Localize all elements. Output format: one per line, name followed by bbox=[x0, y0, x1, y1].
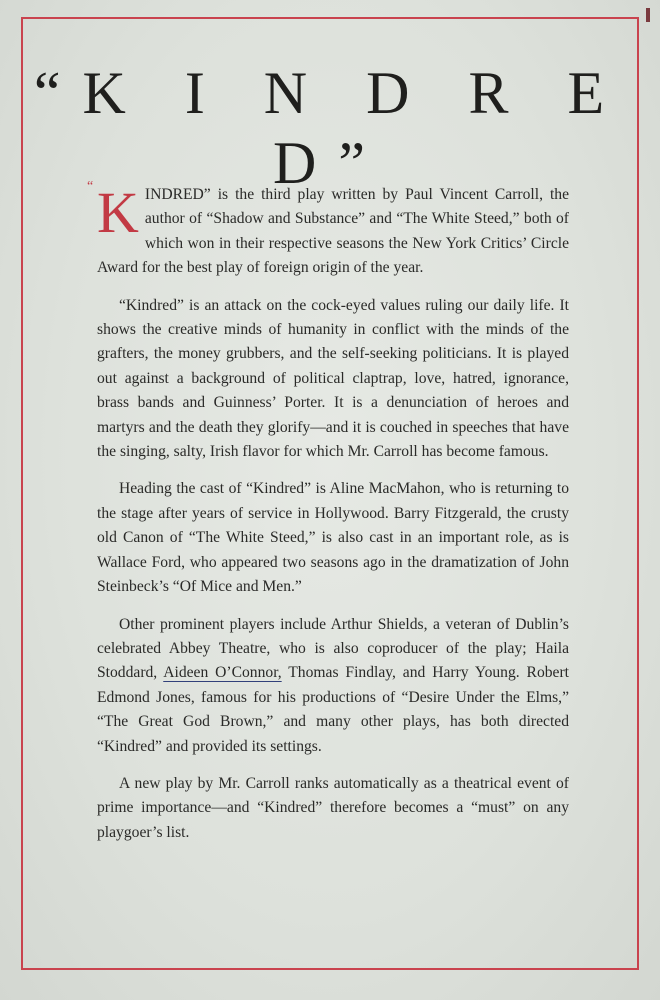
paragraph-4 bbox=[97, 613, 569, 759]
paragraph-1 bbox=[87, 179, 569, 281]
paragraph-4-text-after: Thomas Findlay, and Harry Young. Robert Edmond Jones, famous for his productions of “Desire Under the Elms,” “The Great God Brown,” and many other plays, has both directed “Kindred” and provided its settings. bbox=[97, 664, 569, 755]
body-text bbox=[87, 179, 569, 858]
drop-cap: K bbox=[97, 180, 139, 245]
paragraph-5: A new play by Mr. Carroll ranks automatically as a theatrical event of prime importance—and “Kindred” therefore becomes a “must” on any playgoer’s list. bbox=[97, 774, 569, 841]
paragraph-2: “Kindred” is an attack on the cock-eyed values ruling our daily life. It shows the creative minds of humanity in conflict with the minds of the grafters, the money grubbers, and the self-seeking politicians. It is played out against a background of political claptrap, love, hatred, ignorance, brass bands and Guinness’ Porter. It is a denunciation of heroes and martyrs and the death they glorify—and it is couched in speeches that have the singing, salty, Irish flavor for which Mr. Carroll has become famous. bbox=[97, 296, 569, 461]
underlined-name: Aideen O’Connor, bbox=[163, 664, 282, 682]
page-title: “K I N D R E D” bbox=[33, 60, 627, 196]
paragraph-4-text-before: Other prominent players include Arthur Shields, a veteran of Dublin’s celebrated Abbey Theatre, who is also coproducer of the play; Haila Stoddard, bbox=[97, 615, 569, 682]
corner-mark bbox=[646, 8, 650, 22]
paragraph-3: Heading the cast of “Kindred” is Aline MacMahon, who is returning to the stage after years of service in Hollywood. Barry Fitzgerald, the crusty old Canon of “The White Steed,” is also cast in an important role, as is Wallace Ford, who appeared two seasons ago in the dramatization of John Steinbeck’s “Of Mice and Men.” bbox=[97, 480, 569, 596]
paragraph-1-text: INDRED” is the third play written by Paul Vincent Carroll, the author of “Shadow and Substance” and “The White Steed,” both of which won in their respective seasons the New York Critics’ Circle Award for the best play of foreign origin of the year. bbox=[97, 186, 569, 277]
opening-quote-mark: “ bbox=[87, 179, 94, 194]
